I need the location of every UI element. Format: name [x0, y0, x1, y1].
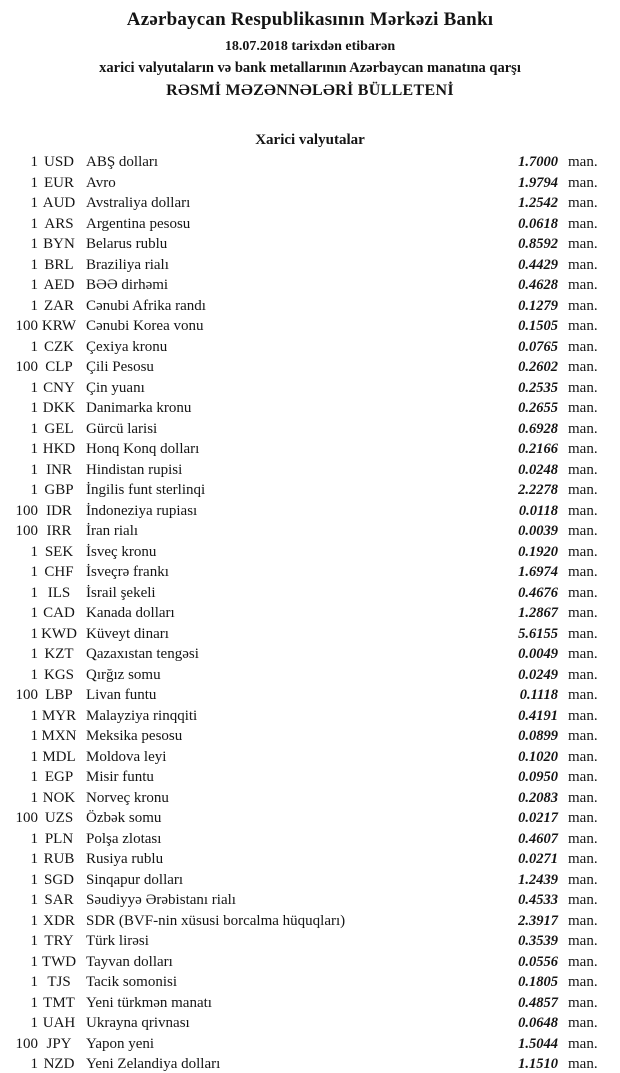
rate-unit-label: man.: [568, 789, 598, 806]
rate-quantity: 1: [30, 994, 38, 1011]
rate-row: [0, 296, 620, 317]
rate-value: 0.0271: [518, 851, 558, 867]
rate-quantity: 1: [30, 154, 38, 170]
rate-currency-name: Avro: [86, 174, 116, 191]
rate-row: [0, 337, 620, 358]
rate-currency-name: Tayvan dolları: [86, 953, 173, 970]
rate-row: [0, 829, 620, 850]
rate-unit-label: man.: [568, 1035, 598, 1052]
rate-quantity: 1: [30, 851, 38, 867]
rate-currency-code: SAR: [44, 892, 74, 908]
rate-value: 0.2166: [518, 441, 558, 457]
rate-currency-code: EGP: [44, 769, 74, 785]
rate-quantity: 1: [30, 871, 38, 888]
rate-unit-label: man.: [568, 174, 598, 191]
rate-value: 0.0118: [518, 502, 558, 519]
rate-currency-name: Gürcü larisi: [86, 420, 158, 437]
rate-value: 0.4607: [518, 830, 558, 847]
rate-quantity: 1: [30, 605, 38, 621]
rate-currency-code: KWD: [41, 625, 77, 642]
rate-currency-name: Honq Konq dolları: [86, 441, 200, 457]
rate-unit-label: man.: [568, 502, 598, 519]
rate-currency-name: Cənubi Korea vonu: [86, 318, 204, 334]
rate-value: 0.0217: [518, 810, 558, 826]
rate-quantity: 1: [30, 933, 38, 949]
rate-unit-label: man.: [568, 482, 598, 498]
rate-currency-code: GBP: [44, 482, 74, 498]
rate-value: 0.3539: [518, 933, 558, 949]
rate-row: [0, 480, 620, 501]
rate-unit-label: man.: [568, 871, 598, 888]
rate-currency-code: UAH: [42, 1015, 76, 1031]
rate-unit-label: man.: [568, 687, 598, 703]
rate-row: [0, 542, 620, 563]
rate-unit-label: man.: [568, 154, 598, 170]
rate-value: 0.0765: [518, 338, 558, 355]
section-title-foreign-currencies: Xarici valyutalar: [255, 132, 365, 148]
rate-currency-code: GEL: [44, 420, 74, 437]
rate-currency-name: İngilis funt sterlinqi: [86, 482, 206, 498]
rate-value: 0.6928: [518, 420, 558, 437]
rate-currency-name: Argentina pesosu: [86, 215, 191, 232]
rate-row: [0, 398, 620, 419]
rate-unit-label: man.: [568, 1015, 598, 1031]
rate-unit-label: man.: [568, 297, 598, 314]
rate-row: [0, 808, 620, 829]
rate-row: [0, 747, 620, 768]
rate-value: 2.2278: [518, 482, 558, 498]
rate-row: [0, 316, 620, 337]
rate-unit-label: man.: [568, 769, 598, 785]
rate-quantity: 1: [30, 236, 38, 252]
rate-row: [0, 952, 620, 973]
rate-value: 1.2542: [518, 195, 558, 211]
rate-currency-name: Malayziya rinqqiti: [86, 707, 198, 724]
rate-currency-code: SEK: [44, 543, 74, 560]
rate-unit-label: man.: [568, 564, 598, 580]
rate-quantity: 100: [15, 523, 38, 539]
rate-currency-code: CLP: [45, 359, 73, 375]
rate-currency-code: USD: [43, 154, 74, 170]
rate-quantity: 1: [30, 400, 38, 416]
rate-row: [0, 993, 620, 1014]
rate-value: 0.4533: [518, 892, 558, 908]
rate-currency-name: Misir funtu: [86, 769, 154, 785]
rate-value: 0.8592: [518, 236, 558, 252]
rate-unit-label: man.: [568, 953, 598, 970]
rate-currency-code: ARS: [44, 215, 74, 232]
rate-currency-code: TWD: [41, 953, 77, 970]
rate-value: 1.5044: [518, 1035, 558, 1052]
rate-row: [0, 644, 620, 665]
rate-value: 0.1118: [519, 687, 558, 703]
rate-row: [0, 214, 620, 235]
rate-unit-label: man.: [568, 461, 598, 478]
rate-quantity: 1: [30, 912, 38, 929]
rate-quantity: 1: [30, 379, 38, 396]
rate-quantity: 1: [30, 338, 38, 355]
rate-unit-label: man.: [568, 1056, 598, 1072]
rate-unit-label: man.: [568, 974, 598, 990]
rate-quantity: 1: [30, 974, 38, 990]
rate-unit-label: man.: [568, 625, 598, 642]
rate-row: [0, 521, 620, 542]
rate-row: [0, 234, 620, 255]
rate-unit-label: man.: [568, 359, 598, 375]
rate-value: 0.0556: [518, 953, 558, 970]
rate-currency-name: Livan funtu: [86, 687, 157, 703]
rate-currency-name: İsrail şekeli: [86, 584, 156, 601]
rate-currency-name: Çexiya kronu: [86, 338, 168, 355]
rate-value: 0.1920: [518, 543, 558, 560]
rate-quantity: 1: [30, 646, 38, 662]
rate-quantity: 1: [30, 564, 38, 580]
rate-currency-name: Qırğız somu: [86, 666, 161, 683]
rate-row: [0, 726, 620, 747]
rate-currency-name: İsveç kronu: [86, 543, 157, 560]
rate-currency-name: SDR (BVF-nin xüsusi borcalma hüquqları): [86, 912, 346, 929]
rate-value: 1.6974: [518, 564, 558, 580]
rate-quantity: 1: [30, 584, 38, 601]
rate-quantity: 1: [30, 953, 38, 970]
rate-currency-name: Cənubi Afrika randı: [86, 297, 206, 314]
rate-unit-label: man.: [568, 318, 598, 334]
rate-currency-name: Kanada dolları: [86, 605, 175, 621]
rate-currency-name: Polşa zlotası: [86, 830, 162, 847]
rate-unit-label: man.: [568, 236, 598, 252]
rate-row: [0, 624, 620, 645]
rate-currency-code: RUB: [43, 851, 75, 867]
rate-unit-label: man.: [568, 994, 598, 1011]
rate-row: [0, 931, 620, 952]
rate-value: 0.2083: [518, 789, 558, 806]
rate-unit-label: man.: [568, 523, 598, 539]
rate-quantity: 100: [15, 1035, 38, 1052]
rate-currency-code: BYN: [43, 236, 75, 252]
rate-unit-label: man.: [568, 810, 598, 826]
rate-unit-label: man.: [568, 666, 598, 683]
rate-currency-code: TMT: [43, 994, 75, 1011]
rate-row: [0, 275, 620, 296]
rate-unit-label: man.: [568, 441, 598, 457]
rate-row: [0, 1013, 620, 1034]
rate-currency-name: Avstraliya dolları: [86, 195, 191, 211]
rate-currency-name: Səudiyyə Ərəbistanı rialı: [86, 892, 236, 908]
rate-unit-label: man.: [568, 707, 598, 724]
rate-unit-label: man.: [568, 605, 598, 621]
rate-quantity: 1: [30, 441, 38, 457]
rate-row: [0, 870, 620, 891]
rate-row: [0, 890, 620, 911]
rate-unit-label: man.: [568, 420, 598, 437]
rate-currency-name: Norveç kronu: [86, 789, 169, 806]
rate-value: 0.0648: [518, 1015, 558, 1031]
rate-currency-code: TRY: [44, 933, 74, 949]
rate-currency-name: Yeni türkmən manatı: [86, 994, 212, 1011]
rate-quantity: 100: [15, 359, 38, 375]
rate-currency-name: Moldova leyi: [86, 748, 167, 765]
rate-unit-label: man.: [568, 830, 598, 847]
rate-quantity: 1: [30, 195, 38, 211]
rate-quantity: 1: [30, 277, 38, 293]
rate-unit-label: man.: [568, 215, 598, 232]
rate-currency-code: JPY: [46, 1035, 72, 1052]
rate-value: 0.0249: [518, 666, 558, 683]
rate-currency-code: KRW: [41, 318, 77, 334]
rate-currency-name: İran rialı: [86, 523, 139, 539]
effective-date-line: 18.07.2018 tarixdən etibarən: [224, 39, 396, 54]
rate-value: 0.4857: [518, 994, 558, 1011]
bank-name-title: Azərbaycan Respublikasının Mərkəzi Bankı: [126, 9, 494, 30]
rate-row: [0, 767, 620, 788]
rate-currency-code: MDL: [42, 748, 76, 765]
rate-quantity: 1: [30, 666, 38, 683]
rate-row: [0, 1054, 620, 1073]
rate-unit-label: man.: [568, 584, 598, 601]
rate-row: [0, 562, 620, 583]
rate-currency-name: İndoneziya rupiası: [86, 502, 198, 519]
rate-value: 1.7000: [518, 154, 558, 170]
rate-quantity: 100: [15, 502, 38, 519]
rate-row: [0, 603, 620, 624]
rate-currency-name: Yapon yeni: [86, 1035, 155, 1052]
rate-currency-name: Meksika pesosu: [86, 728, 183, 744]
rate-currency-code: MYR: [41, 707, 77, 724]
rate-quantity: 100: [15, 810, 38, 826]
rate-unit-label: man.: [568, 379, 598, 396]
rate-quantity: 1: [30, 789, 38, 806]
rate-currency-code: LBP: [45, 687, 73, 703]
rate-currency-name: Rusiya rublu: [86, 851, 164, 867]
rate-value: 5.6155: [518, 625, 558, 642]
rate-quantity: 100: [15, 687, 38, 703]
rate-currency-code: ZAR: [44, 297, 74, 314]
rate-row: [0, 255, 620, 276]
rate-row: [0, 706, 620, 727]
rate-unit-label: man.: [568, 646, 598, 662]
rate-quantity: 1: [30, 1015, 38, 1031]
rate-quantity: 1: [30, 769, 38, 785]
rate-currency-code: NZD: [43, 1056, 75, 1072]
rate-currency-code: UZS: [44, 810, 74, 826]
rate-row: [0, 1034, 620, 1055]
rate-currency-name: Yeni Zelandiya dolları: [86, 1056, 221, 1072]
rate-row: [0, 193, 620, 214]
rate-quantity: 100: [15, 318, 38, 334]
rate-value: 1.1510: [518, 1056, 558, 1072]
rate-currency-code: KGS: [43, 666, 74, 683]
rate-value: 0.1279: [518, 297, 558, 314]
rate-currency-name: Türk lirəsi: [86, 933, 149, 949]
rate-currency-code: IDR: [46, 502, 72, 519]
rate-currency-code: DKK: [42, 400, 76, 416]
bulletin-title: RƏSMİ MƏZƏNNƏLƏRİ BÜLLETENİ: [166, 82, 454, 99]
rate-row: [0, 357, 620, 378]
rate-row: [0, 972, 620, 993]
rate-value: 0.2655: [518, 400, 558, 416]
rate-quantity: 1: [30, 707, 38, 724]
rate-currency-code: BRL: [44, 256, 74, 273]
rate-currency-name: Özbək somu: [86, 810, 162, 826]
rate-unit-label: man.: [568, 338, 598, 355]
rate-value: 0.0899: [518, 728, 558, 744]
rate-unit-label: man.: [568, 195, 598, 211]
rate-currency-code: CHF: [44, 564, 74, 580]
rate-value: 1.9794: [518, 174, 558, 191]
rate-currency-name: Qazaxıstan tengəsi: [86, 646, 199, 662]
rate-quantity: 1: [30, 625, 38, 642]
rate-value: 0.1805: [518, 974, 558, 990]
rate-quantity: 1: [30, 728, 38, 744]
rate-unit-label: man.: [568, 912, 598, 929]
rate-row: [0, 378, 620, 399]
rate-currency-name: Tacik somonisi: [86, 974, 178, 990]
rate-row: [0, 173, 620, 194]
rate-quantity: 1: [30, 1056, 38, 1072]
rate-quantity: 1: [30, 748, 38, 765]
rate-unit-label: man.: [568, 256, 598, 273]
rates-list: [0, 152, 620, 1073]
rate-currency-name: Çili Pesosu: [86, 359, 154, 375]
rate-value: 0.4191: [518, 707, 558, 724]
rate-value: 0.0618: [518, 215, 558, 232]
rate-value: 0.0248: [518, 461, 558, 478]
rate-currency-name: Danimarka kronu: [86, 400, 192, 416]
rate-quantity: 1: [30, 543, 38, 560]
rate-currency-code: XDR: [43, 912, 75, 929]
rate-currency-name: ABŞ dolları: [86, 154, 159, 170]
rate-unit-label: man.: [568, 277, 598, 293]
rate-currency-code: INR: [46, 461, 72, 478]
document-header: [0, 0, 620, 100]
rate-row: [0, 788, 620, 809]
rate-currency-code: CZK: [44, 338, 74, 355]
rate-currency-code: CAD: [43, 605, 75, 621]
rate-row: [0, 665, 620, 686]
rate-unit-label: man.: [568, 400, 598, 416]
rate-currency-name: Küveyt dinarı: [86, 625, 169, 642]
rate-currency-name: Çin yuanı: [86, 379, 145, 396]
rate-value: 0.0950: [518, 769, 558, 785]
rate-row: [0, 152, 620, 173]
rate-row: [0, 685, 620, 706]
rate-value: 0.4628: [518, 277, 558, 293]
rate-row: [0, 583, 620, 604]
rate-currency-name: Ukrayna qrivnası: [86, 1015, 190, 1031]
rate-unit-label: man.: [568, 892, 598, 908]
rate-row: [0, 460, 620, 481]
rate-value: 0.1505: [518, 318, 558, 334]
rate-value: 2.3917: [518, 912, 558, 929]
rate-row: [0, 419, 620, 440]
rate-value: 1.2439: [518, 871, 558, 888]
rate-currency-code: PLN: [44, 830, 74, 847]
rate-value: 0.0049: [518, 646, 558, 662]
rate-currency-name: Belarus rublu: [86, 236, 168, 252]
rate-value: 0.4429: [518, 256, 558, 273]
rate-currency-code: CNY: [43, 379, 75, 396]
rate-row: [0, 439, 620, 460]
rate-currency-code: TJS: [47, 974, 71, 990]
rate-unit-label: man.: [568, 543, 598, 560]
rate-row: [0, 849, 620, 870]
rate-unit-label: man.: [568, 933, 598, 949]
rate-currency-name: Braziliya rialı: [86, 256, 169, 273]
document-subtitle: xarici valyutaların və bank metallarının Azərbaycan manatına qarşı: [99, 60, 521, 76]
rate-currency-code: HKD: [42, 441, 76, 457]
rate-currency-name: Hindistan rupisi: [86, 461, 183, 478]
rate-quantity: 1: [30, 461, 38, 478]
rate-value: 0.1020: [518, 748, 558, 765]
rate-currency-code: KZT: [44, 646, 74, 662]
rate-currency-code: ILS: [47, 584, 71, 601]
rate-currency-code: EUR: [44, 174, 74, 191]
rate-unit-label: man.: [568, 728, 598, 744]
rate-currency-code: SGD: [43, 871, 74, 888]
rate-currency-code: IRR: [46, 523, 72, 539]
rate-row: [0, 911, 620, 932]
rate-quantity: 1: [30, 215, 38, 232]
rate-currency-name: BƏƏ dirhəmi: [86, 277, 169, 293]
rate-row: [0, 501, 620, 522]
rate-value: 0.2535: [518, 379, 558, 396]
rate-currency-name: Sinqapur dolları: [86, 871, 184, 888]
rate-quantity: 1: [30, 482, 38, 498]
rate-quantity: 1: [30, 256, 38, 273]
rate-currency-code: AED: [43, 277, 75, 293]
rate-currency-code: MXN: [41, 728, 77, 744]
rate-unit-label: man.: [568, 851, 598, 867]
rate-currency-code: AUD: [42, 195, 76, 211]
rate-quantity: 1: [30, 830, 38, 847]
rate-quantity: 1: [30, 892, 38, 908]
rate-currency-name: İsveçrə frankı: [86, 564, 169, 580]
rate-quantity: 1: [30, 174, 38, 191]
rate-value: 1.2867: [518, 605, 558, 621]
rate-value: 0.2602: [518, 359, 558, 375]
rate-value: 0.0039: [518, 523, 558, 539]
rate-quantity: 1: [30, 297, 38, 314]
rate-quantity: 1: [30, 420, 38, 437]
rate-value: 0.4676: [518, 584, 558, 601]
rate-unit-label: man.: [568, 748, 598, 765]
rate-currency-code: NOK: [42, 789, 76, 806]
